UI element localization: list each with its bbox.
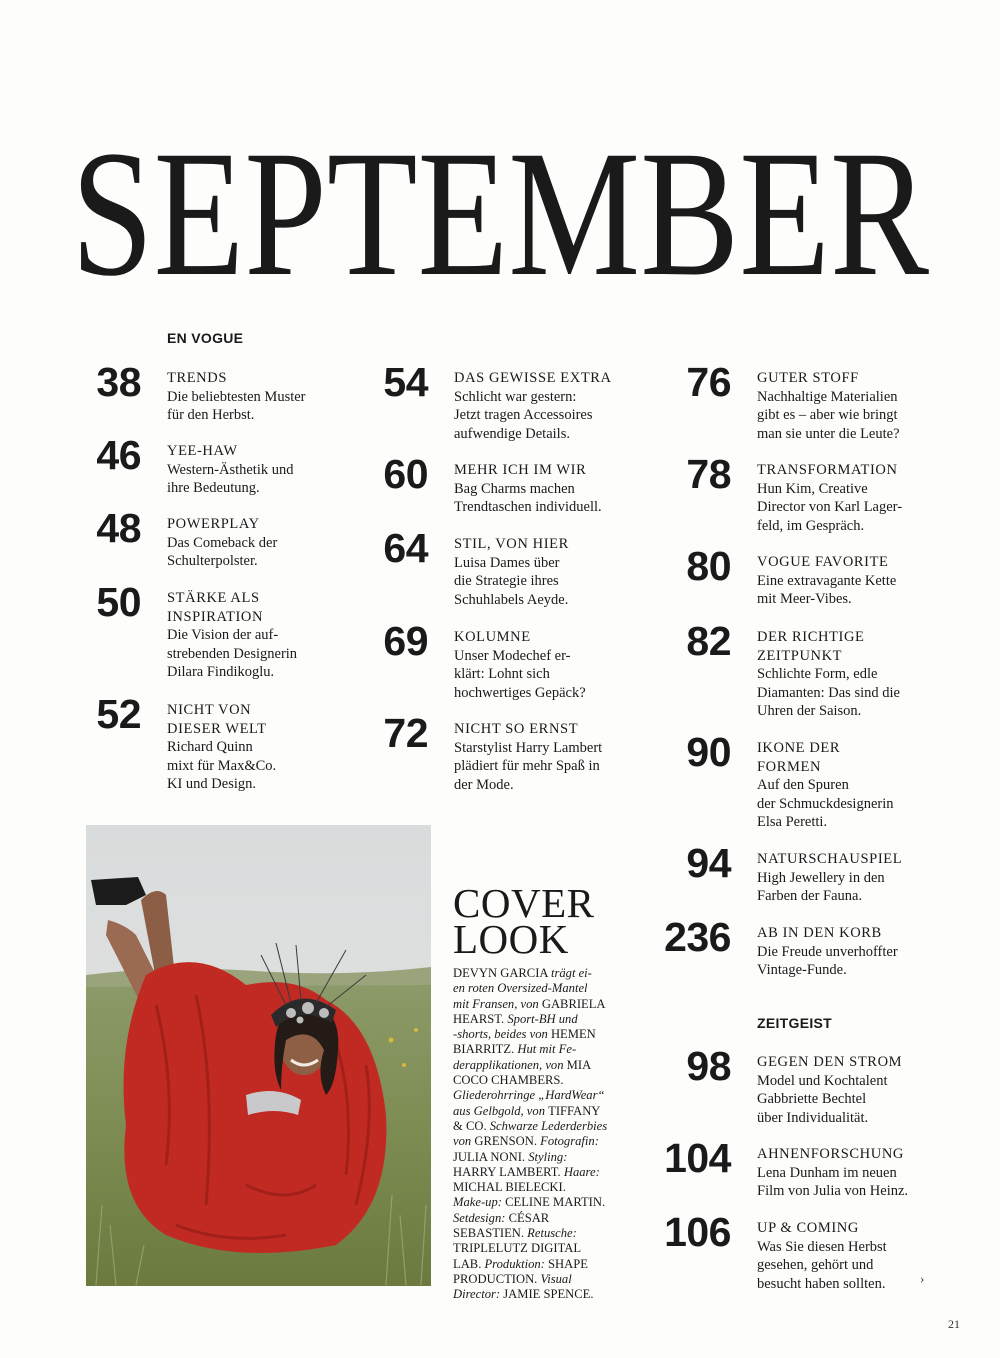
page-number-label: 82 <box>686 618 731 664</box>
entry-text <box>757 628 957 721</box>
entry-description-line: ihre Bedeutung. <box>167 480 260 496</box>
credit-segment: GRENSON. <box>474 1134 541 1149</box>
entry-description-line: Die Freude unverhoffter <box>757 943 898 960</box>
page-number-label: 78 <box>686 451 731 497</box>
entry-title: YEE-HAW <box>167 443 238 459</box>
entry-text <box>757 1053 957 1127</box>
entry-description-line: Die Vision der auf- <box>167 627 279 643</box>
credit-segment: Gliederohrringe „HardWear“ <box>453 1088 605 1103</box>
page-number-label: 48 <box>96 505 141 551</box>
entry-description-line: gesehen, gehört und <box>757 1257 874 1273</box>
entry-title: TRANSFORMATION <box>757 462 898 478</box>
credit-line <box>453 981 631 996</box>
page-number-label: 64 <box>383 525 428 571</box>
entry-description-line: Director von Karl Lager- <box>757 499 903 515</box>
entry-description-line: Film von Julia von Heinz. <box>757 1183 909 1199</box>
entry-description-line: hochwertiges Gepäck? <box>454 684 586 701</box>
credit-segment: Visual <box>540 1271 572 1286</box>
entry-description-line: mixt für Max&Co. <box>167 757 277 774</box>
page-number-label: 98 <box>686 1043 731 1089</box>
credit-line <box>453 1241 631 1256</box>
entry-description-line: Western-Ästhetik und <box>167 461 294 478</box>
entry-description-line: Jetzt tragen Accessoires <box>454 407 593 423</box>
entry-description-line: Schlicht war gestern: <box>454 388 577 405</box>
page-number-label: 106 <box>664 1209 731 1255</box>
credit-line <box>453 1012 631 1027</box>
page-number-label: 54 <box>383 359 428 405</box>
entry-description-line: der Mode. <box>454 776 514 793</box>
credit-segment: Setdesign: <box>453 1210 509 1225</box>
page-number-label: 236 <box>664 914 731 960</box>
svg-text:SEPTEMBER: SEPTEMBER <box>71 122 930 300</box>
entry-description-line: Lena Dunham im neuen <box>757 1164 897 1181</box>
entry-description-line: besucht haben sollten. <box>757 1275 886 1292</box>
entry-title: NATURSCHAUSPIEL <box>757 851 903 867</box>
credit-segment: SEBASTIEN. <box>453 1226 528 1241</box>
credit-segment: Haare: <box>563 1164 600 1179</box>
credit-segment: MICHAL BIELECKI. <box>453 1180 566 1195</box>
entry-title: TRENDS <box>167 370 227 386</box>
entry-text <box>757 1145 957 1201</box>
cover-credits <box>453 966 631 1303</box>
entry-description-line: klärt: Lohnt sich <box>454 666 550 682</box>
page-number-label: 52 <box>96 691 141 737</box>
entry-title: STIL, VON HIER <box>454 536 569 552</box>
entry-description-line: Auf den Spuren <box>757 777 849 793</box>
entry-title: STÄRKE ALS <box>167 590 260 606</box>
credit-segment: Styling: <box>528 1149 568 1164</box>
credit-line <box>453 1119 631 1134</box>
credit-segment: derapplikationen, von <box>453 1057 567 1072</box>
credit-segment: SHAPE <box>548 1256 588 1271</box>
entry-description-line: plädiert für mehr Spaß in <box>454 758 600 774</box>
entry-description-line: aufwendige Details. <box>454 425 570 442</box>
entry-description-line: der Schmuckdesignerin <box>757 795 894 812</box>
credit-segment: HARRY LAMBERT. <box>453 1164 564 1179</box>
masthead <box>0 122 1000 300</box>
credit-line <box>453 1088 631 1103</box>
page-number: 21 <box>948 1317 960 1331</box>
credit-segment: TIFFANY <box>548 1103 601 1118</box>
entry-title: DAS GEWISSE EXTRA <box>454 370 612 386</box>
entry-description-line: Gabbriette Bechtel <box>757 1091 867 1107</box>
entry-description-line: KI und Design. <box>167 776 257 792</box>
entry-title: NICHT VON <box>167 702 252 718</box>
cover-look-title-line-2: LOOK <box>453 916 569 962</box>
entry-description-line: High Jewellery in den <box>757 869 885 886</box>
entry-title: AB IN DEN KORB <box>757 925 882 941</box>
entry-description-line: Model und Kochtalent <box>757 1072 888 1089</box>
page-number-label: 69 <box>383 618 428 664</box>
page-number-label: 38 <box>96 359 141 405</box>
entry-title: FORMEN <box>757 758 822 775</box>
credit-segment: en roten Oversized-Mantel <box>453 981 588 996</box>
entry-description-line: Eine extravagante Kette <box>757 572 897 589</box>
credit-segment: COCO CHAMBERS. <box>453 1073 564 1088</box>
credit-segment: LAB. <box>453 1256 485 1271</box>
entry-title: AHNENFORSCHUNG <box>757 1146 904 1162</box>
credit-line <box>453 1211 631 1226</box>
entry-description-line: Schlichte Form, edle <box>757 666 878 682</box>
credit-segment: DEVYN GARCIA <box>453 966 551 980</box>
credit-segment: PRODUCTION. <box>453 1271 541 1286</box>
credit-segment: CELINE MARTIN. <box>505 1195 606 1210</box>
page-number-label: 80 <box>686 543 731 589</box>
entry-title: ZEITPUNKT <box>757 647 843 664</box>
cover-look-title <box>453 880 633 962</box>
credit-segment: CÉSAR <box>508 1210 550 1225</box>
entry-title: NICHT SO ERNST <box>454 721 579 737</box>
credit-line <box>453 966 631 981</box>
entry-title: UP & COMING <box>757 1220 859 1236</box>
credit-line <box>453 1027 631 1042</box>
entry-description-line: Farben der Fauna. <box>757 888 863 904</box>
credit-line <box>453 1287 631 1302</box>
credit-line <box>453 997 631 1012</box>
credit-segment: Make-up: <box>453 1195 506 1210</box>
credit-segment: HEARST. <box>453 1011 508 1026</box>
page-number-label: 46 <box>96 432 141 478</box>
entry-title: GUTER STOFF <box>757 370 859 386</box>
credit-segment: MIA <box>566 1057 592 1072</box>
entry-description-line: Luisa Dames über <box>454 554 560 571</box>
entry-description-line: Das Comeback der <box>167 534 278 551</box>
page-number-label: 90 <box>686 729 731 775</box>
entry-description-line: Vintage-Funde. <box>757 962 847 978</box>
entry-description-line: die Strategie ihres <box>454 573 559 589</box>
credit-line <box>453 1042 631 1057</box>
entry-description-line: über Individualität. <box>757 1109 869 1126</box>
entry-description-line: Hun Kim, Creative <box>757 480 868 497</box>
entry-description-line: Bag Charms machen <box>454 480 575 497</box>
entry-text <box>757 1219 957 1293</box>
entry-title: VOGUE FAVORITE <box>757 554 889 570</box>
credit-segment: mit Fransen, von <box>453 996 542 1011</box>
entry-title: GEGEN DEN STROM <box>757 1054 903 1070</box>
entry-text <box>757 461 957 535</box>
credit-line <box>453 1058 631 1073</box>
credit-segment: Produktion: <box>484 1256 549 1271</box>
credit-segment: Sport-BH und <box>507 1011 578 1026</box>
credit-line <box>453 1134 631 1149</box>
entry-description-line: Uhren der Saison. <box>757 703 862 719</box>
entry-description-line: strebenden Designerin <box>167 645 298 662</box>
entry-description-line: Richard Quinn <box>167 739 253 755</box>
entry-title: IKONE DER <box>757 740 841 756</box>
section-label-en-vogue: EN VOGUE <box>167 330 244 346</box>
credit-segment: Retusche: <box>527 1226 577 1241</box>
credit-segment: GABRIELA <box>541 996 606 1011</box>
credit-segment: von <box>453 1134 475 1149</box>
credit-segment: Director: <box>453 1287 504 1302</box>
entry-description-line: Die beliebtesten Muster <box>167 388 306 405</box>
entry-text <box>757 739 957 832</box>
entry-text <box>757 553 957 609</box>
entry-description-line: Unser Modechef er- <box>454 647 571 664</box>
credit-line <box>453 1165 631 1180</box>
next-page-arrow-icon: › <box>920 1271 925 1286</box>
page-number-label: 50 <box>96 579 141 625</box>
credit-segment: BIARRITZ. <box>453 1042 518 1057</box>
credit-line <box>453 1226 631 1241</box>
entry-description-line: Schulterpolster. <box>167 553 258 569</box>
credit-segment: HEMEN <box>550 1027 596 1042</box>
entry-title: DIESER WELT <box>167 720 267 737</box>
credit-line <box>453 1272 631 1287</box>
entry-text <box>757 369 957 443</box>
entry-title: POWERPLAY <box>167 516 260 532</box>
entry-text <box>757 924 957 980</box>
credit-segment: Fotografin: <box>540 1134 599 1149</box>
entry-description-line: Diamanten: Das sind die <box>757 684 900 701</box>
credit-segment: Hut mit Fe- <box>517 1042 577 1057</box>
entry-title: DER RICHTIGE <box>757 629 865 645</box>
credit-line <box>453 1180 631 1195</box>
entry-description-line: Elsa Peretti. <box>757 814 828 830</box>
credit-line <box>453 1195 631 1210</box>
entry-description-line: für den Herbst. <box>167 407 255 423</box>
entry-text <box>757 850 957 906</box>
credit-segment: JULIA NONI. <box>453 1149 529 1164</box>
credit-segment: & CO. <box>453 1118 490 1133</box>
page-number-label: 94 <box>686 840 731 886</box>
credit-segment: Schwarze Lederderbies <box>489 1118 608 1133</box>
entry-description-line: feld, im Gespräch. <box>757 517 865 534</box>
credit-line <box>453 1257 631 1272</box>
entry-description-line: Was Sie diesen Herbst <box>757 1238 887 1255</box>
credit-segment: JAMIE SPENCE. <box>503 1287 594 1302</box>
page-number-label: 76 <box>686 359 731 405</box>
cover-photo <box>86 825 431 1286</box>
credit-segment: aus Gelbgold, von <box>453 1103 549 1118</box>
section-label-zeitgeist: ZEITGEIST <box>757 1015 833 1031</box>
credit-line <box>453 1073 631 1088</box>
entry-description-line: gibt es – aber wie bringt <box>757 407 898 423</box>
cover-look-title-line-1: COVER <box>453 880 595 926</box>
credit-line <box>453 1150 631 1165</box>
credit-segment: trägt ei- <box>550 966 592 980</box>
credit-segment: TRIPLELUTZ DIGITAL <box>453 1241 582 1256</box>
page-number-label: 104 <box>664 1135 731 1181</box>
entry-title: INSPIRATION <box>167 608 264 625</box>
entry-description-line: Schuhlabels Aeyde. <box>454 591 569 608</box>
page-number-label: 60 <box>383 451 428 497</box>
masthead-title <box>0 122 1000 300</box>
entry-description-line: mit Meer-Vibes. <box>757 591 852 607</box>
credit-line <box>453 1104 631 1119</box>
credit-segment: -shorts, beides von <box>453 1027 551 1042</box>
entry-description-line: Starstylist Harry Lambert <box>454 739 603 756</box>
entry-description-line: man sie unter die Leute? <box>757 425 900 442</box>
entry-description-line: Trendtaschen individuell. <box>454 499 602 515</box>
entry-description-line: Nachhaltige Materialien <box>757 388 898 405</box>
entry-title: MEHR ICH IM WIR <box>454 462 587 478</box>
page-number-label: 72 <box>383 710 428 756</box>
entry-description-line: Dilara Findikoglu. <box>167 664 275 680</box>
entry-title: KOLUMNE <box>454 629 531 645</box>
